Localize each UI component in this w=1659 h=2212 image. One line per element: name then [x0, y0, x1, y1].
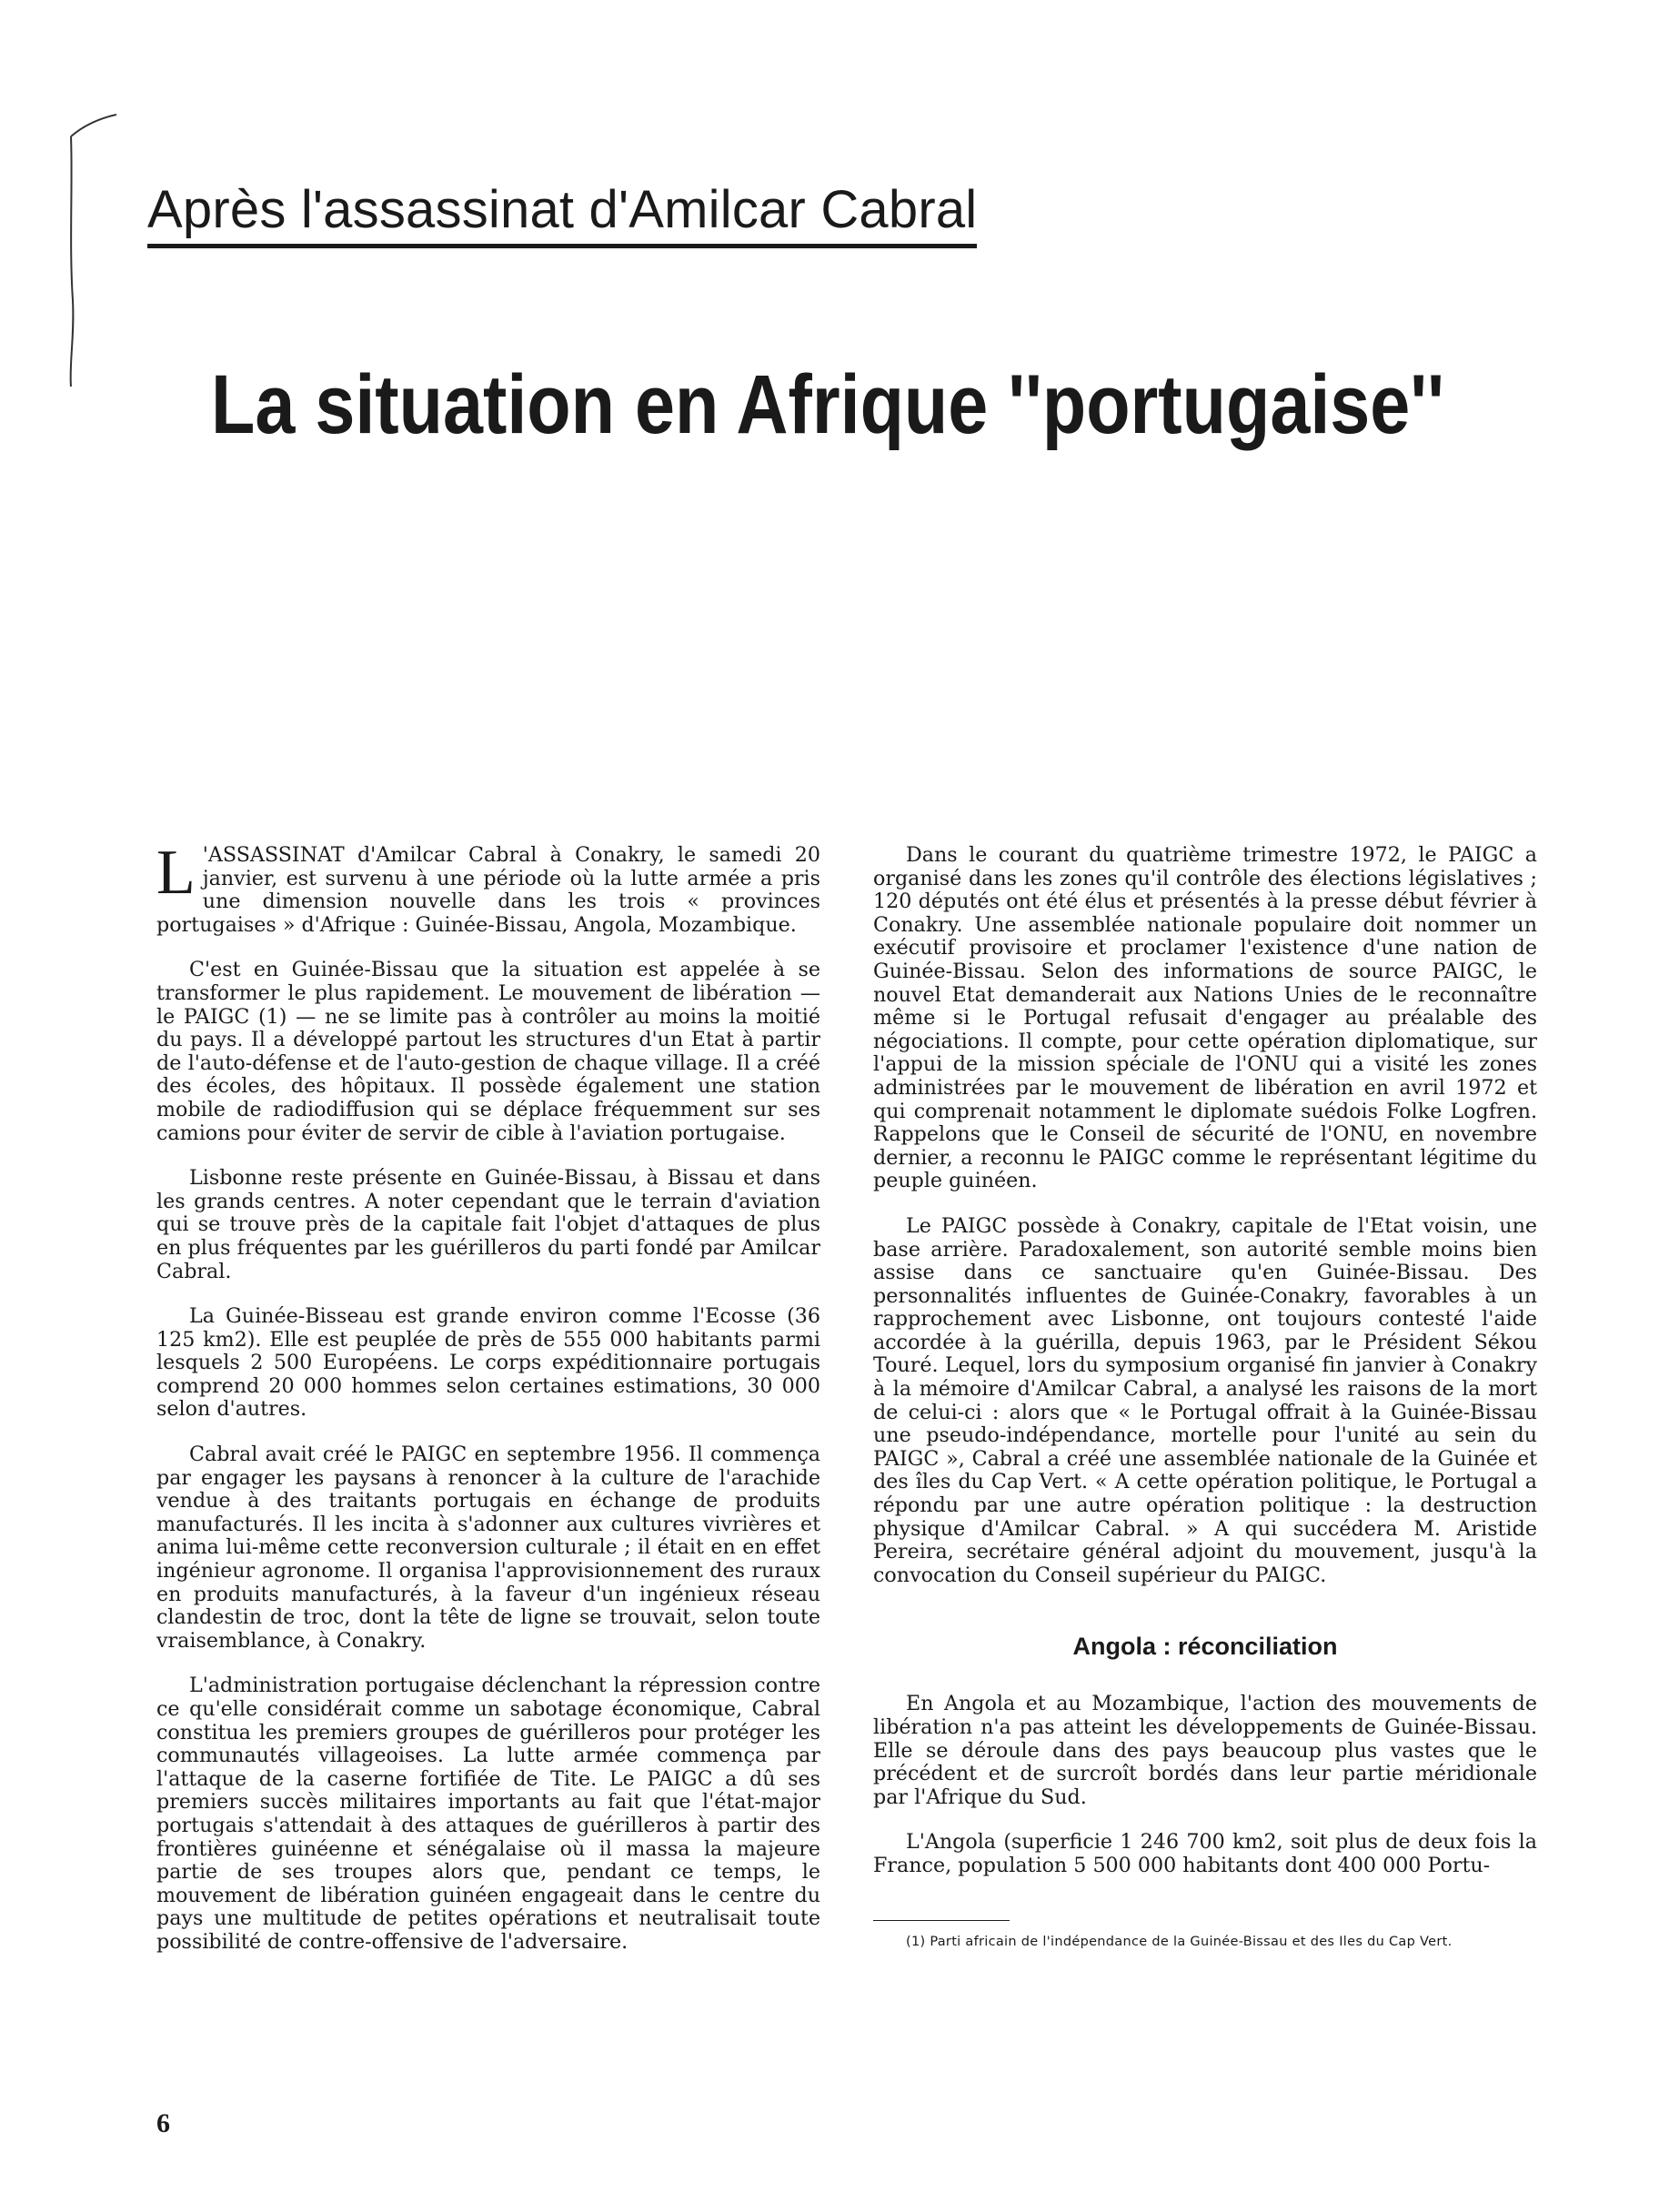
body-paragraph: L'administration portugaise déclenchant la répression contre ce qu'elle considérait comme un sabotage économique, Cabral constitua les premiers groupes de guérilleros pour protéger les communautés villageoises. La lutte armée commença par l'attaque de la caserne fortifiée de Tite. Le PAIGC a dû ses premiers succès militaires importants au fait que l'état-major portugais s'attendait à des attaques de guérilleros à partir des frontières guinéenne et sénégalaise où il massa la majeure partie de ses troupes alors que, pendant ce temps, le mouvement de libération guinéen engageait dans le centre du pays une multitude de petites opérations et neutralisait toute possibilité de contre-offensive de l'adversaire. [156, 1674, 820, 1954]
body-paragraph: En Angola et au Mozambique, l'action des mouvements de libération n'a pas atteint les développements de Guinée-Bissau. Elle se déroule dans des pays beaucoup plus vastes que le précédent et de surcroît bordés dans leur partie méridionale par l'Afrique du Sud. [873, 1692, 1537, 1809]
body-paragraph: Cabral avait créé le PAIGC en septembre 1956. Il commença par engager les paysans à renoncer à la culture de l'arachide vendue à des traitants portugais en échange de produits manufacturés. Il les incita à s'adonner aux cultures vivrières et anima lui-même cette reconversion culturale ; il était en en effet ingénieur agronome. Il organisa l'approvisionnement des ruraux en produits manufacturés, à la faveur d'un ingénieux réseau clandestin de troc, dont la tête de ligne se trouvait, selon toute vraisemblance, à Conakry. [156, 1443, 820, 1653]
body-paragraph: Lisbonne reste présente en Guinée-Bissau, à Bissau et dans les grands centres. A noter cependant que le terrain d'aviation qui se trouve près de la capitale fait l'objet d'attaques de plus en plus fréquentes par les guérilleros du parti fondé par Amilcar Cabral. [156, 1166, 820, 1283]
page-number: 6 [156, 2108, 170, 2138]
right-column [873, 844, 1537, 1973]
body-paragraph: Le PAIGC possède à Conakry, capitale de l'Etat voisin, une base arrière. Paradoxalement, son autorité semble moins bien assise dans ce sanctuaire qu'en Guinée-Bissau. Des personnalités influentes de Guinée-Conakry, favorables à un rapprochement avec Lisbonne, ont toujours contesté l'aide accordée à la guérilla, depuis 1963, par le Président Sékou Touré. Lequel, lors du symposium organisé fin janvier à Conakry à la mémoire d'Amilcar Cabral, a analysé les raisons de la mort de celui-ci : alors que « le Portugal offrait à la Guinée-Bissau une pseudo-indépendance, mortelle pour l'unité au sein du PAIGC », Cabral a créé une assemblée nationale de la Guinée et des îles du Cap Vert. « A cette opération politique, le Portugal a répondu par une autre opération politique : la destruction physique d'Amilcar Cabral. » A qui succédera M. Aristide Pereira, secrétaire général adjoint du mouvement, jusqu'à la convocation du Conseil supérieur du PAIGC. [873, 1213, 1537, 1587]
section-subhead: Angola : réconciliation [1072, 1633, 1338, 1661]
footnote-rule [873, 1920, 1010, 1921]
body-paragraph: L'Angola (superficie 1 246 700 km2, soit plus de deux fois la France, population 5 500 000 habitants dont 400 000 Portu- [873, 1830, 1537, 1877]
lead-paragraph [156, 838, 820, 937]
article-kicker: Après l'assassinat d'Amilcar Cabral [147, 178, 977, 248]
article-headline: La situation en Afrique ''portugaise'' [211, 358, 1444, 451]
left-column [156, 838, 820, 1976]
body-paragraph: C'est en Guinée-Bissau que la situation est appelée à se transformer le plus rapidement. Le mouvement de libération — le PAIGC (1) — ne se limite pas à contrôler au moins la moitié du pays. Il a développé partout les structures d'un Etat à partir de l'auto-défense et de l'auto-gestion de chaque village. Il a créé des écoles, des hôpitaux. Il possède également une station mobile de radiodiffusion qui se déplace fréquemment sur ses camions pour éviter de servir de cible à l'aviation portugaise. [156, 958, 820, 1145]
drop-cap: L [156, 838, 196, 908]
body-paragraph: Dans le courant du quatrième trimestre 1972, le PAIGC a organisé dans les zones qu'il contrôle des élections législatives ; 120 députés ont été élus et présentés à la presse début février à Conakry. Une assemblée nationale populaire doit nommer un exécutif provisoire et proclamer l'existence d'une nation de Guinée-Bissau. Selon des informations de source PAIGC, le nouvel Etat demanderait aux Nations Unies de le reconnaître même si le Portugal refusait d'engager au préalable des négociations. Il compte, pour cette opération diplomatique, sur l'appui de la mission spéciale de l'ONU qui a visité les zones administrées par le mouvement de libération en avril 1972 et qui comprenait notamment le diplomate suédois Folke Logfren. Rappelons que le Conseil de sécurité de l'ONU, en novembre dernier, a reconnu le PAIGC comme le représentant légitime du peuple guinéen. [873, 843, 1537, 1193]
footnote: (1) Parti africain de l'indépendance de la Guinée-Bissau et des Iles du Cap Vert. [906, 1934, 1453, 1949]
margin-pen-mark [64, 109, 118, 391]
body-paragraph: La Guinée-Bisseau est grande environ comme l'Ecosse (36 125 km2). Elle est peuplée de près de 555 000 habitants parmi lesquels 2 500 Européens. Le corps expéditionnaire portugais comprend 20 000 hommes selon certaines estimations, 30 000 selon d'autres. [156, 1304, 820, 1422]
lead-text: 'ASSASSINAT d'Amilcar Cabral à Conakry, le samedi 20 janvier, est survenu à une période où la lutte armée a pris une dimension nouvelle dans les trois « provinces portugaises » d'Afrique : Guinée-Bissau, Angola, Mozambique. [156, 843, 820, 937]
